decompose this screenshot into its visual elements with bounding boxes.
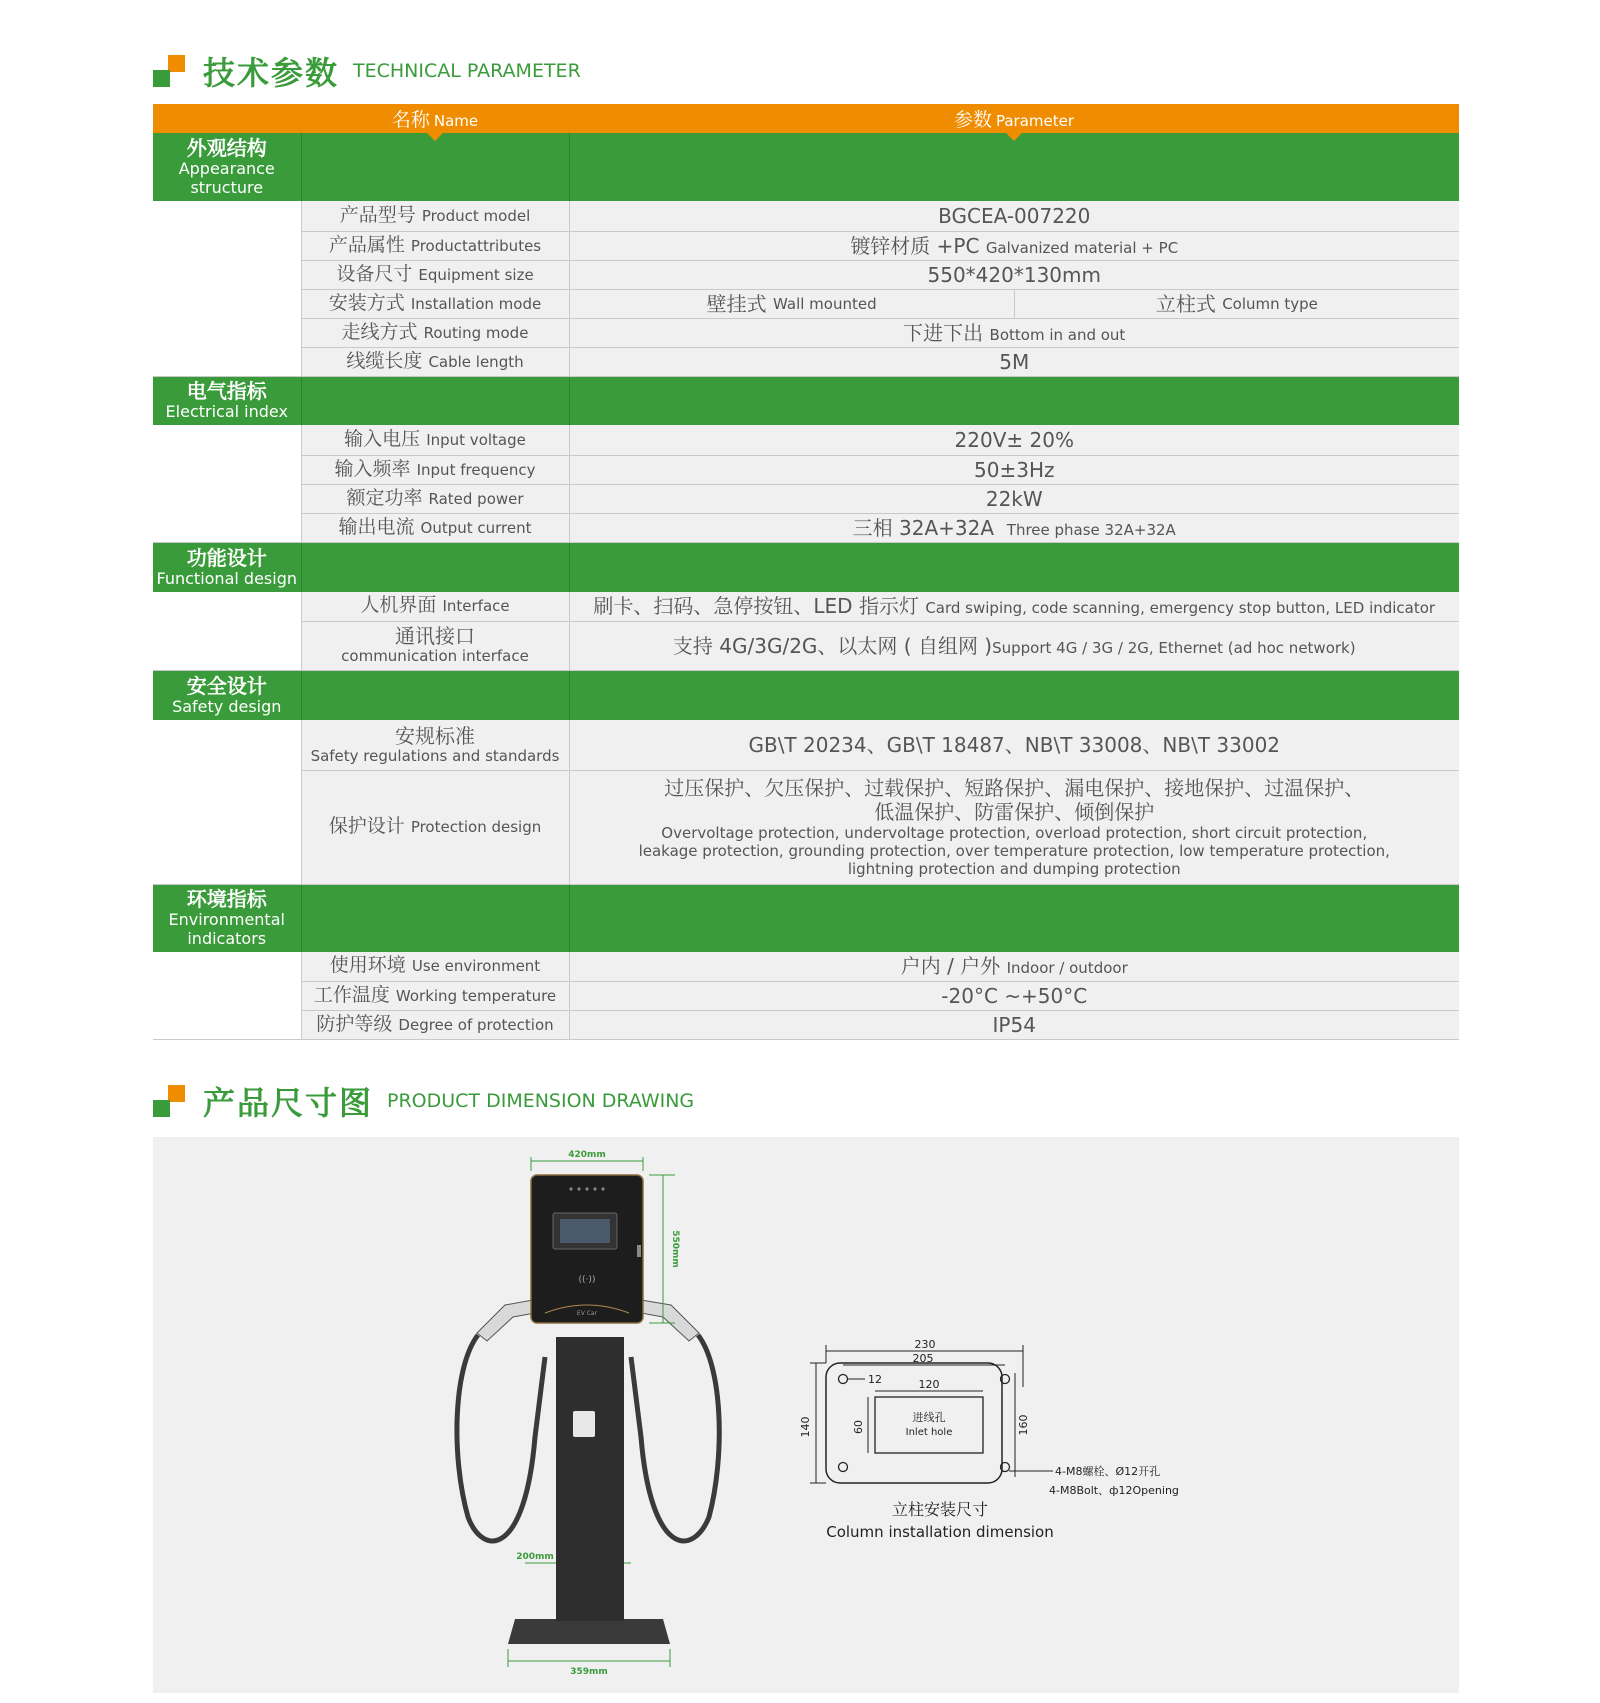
name-zh: 走线方式: [341, 320, 418, 343]
table-row-environment: [153, 952, 1459, 981]
row-value: 220V± 20%: [569, 425, 1459, 455]
charger-column: [556, 1337, 624, 1621]
installation-plan-drawing: [799, 1338, 1179, 1541]
row-value: [569, 770, 1459, 884]
name-zh: 防护等级: [316, 1012, 393, 1035]
dim-230: 230: [914, 1338, 936, 1351]
table-row-power: [153, 484, 1459, 513]
dim-205: 205: [912, 1352, 934, 1365]
blank-cell: [153, 592, 301, 670]
row-value: [569, 621, 1459, 670]
dim-160: 160: [1017, 1414, 1030, 1436]
brand-square-icon: [153, 55, 185, 87]
value-en: leakage protection, grounding protection, over temperature protection, low temperature protection,: [638, 842, 1390, 860]
category-zh: 外观结构: [186, 136, 267, 161]
row-name: [301, 484, 569, 513]
name-zh: 输出电流: [338, 515, 415, 538]
name-zh: 输入频率: [334, 457, 411, 480]
name-zh: 保护设计: [328, 815, 405, 838]
value-en: Column type: [1222, 294, 1318, 313]
bolt-label-en: 4-M8Bolt、ф12Opening: [1049, 1484, 1179, 1497]
tech-title-zh: 技术参数: [203, 54, 340, 92]
row-name: [301, 770, 569, 884]
value-en: lightning protection and dumping protection: [847, 860, 1181, 878]
value-en: Overvoltage protection, undervoltage protection, overload protection, short circuit protection,: [661, 824, 1368, 842]
dim-12: 12: [868, 1373, 882, 1386]
name-en: Protection design: [410, 818, 542, 837]
row-value: [569, 592, 1459, 621]
name-en: Cable length: [428, 352, 524, 371]
category-en: Electrical index: [165, 402, 288, 422]
value-zh: 镀锌材质 +PC: [850, 233, 980, 258]
blank-cell: [153, 720, 301, 884]
column-label: 200mm: [516, 1552, 554, 1562]
spec-table: [153, 104, 1459, 1040]
name-en: Product model: [421, 206, 531, 225]
row-name: [301, 455, 569, 484]
name-zh: 线缆长度: [346, 349, 423, 372]
value-zh: 户内 / 户外: [900, 954, 1001, 979]
category-en: Functional design: [156, 568, 297, 588]
name-zh: 安规标准: [395, 723, 475, 748]
charger-base: [508, 1619, 670, 1644]
name-zh: 产品型号: [339, 203, 416, 226]
value-zh: 立柱式: [1155, 291, 1216, 316]
row-name: [301, 981, 569, 1010]
category-label: [153, 670, 301, 720]
category-row-appearance: [153, 133, 1459, 201]
table-row-routing: [153, 318, 1459, 347]
header-param-en: Parameter: [995, 112, 1075, 130]
name-en: Interface: [442, 597, 510, 616]
table-row-install: [153, 289, 1459, 318]
dimension-title-zh: 产品尺寸图: [203, 1084, 374, 1122]
row-name: [301, 621, 569, 670]
category-fill: [569, 542, 1459, 592]
category-zh: 电气指标: [186, 379, 267, 404]
header-param-zh: 参数: [953, 109, 992, 131]
category-fill: [301, 884, 569, 952]
name-zh: 通讯接口: [395, 624, 475, 649]
value-en: Indoor / outdoor: [1006, 959, 1128, 978]
name-en: Input frequency: [416, 460, 536, 479]
screen-display: [560, 1219, 610, 1243]
dimension-section-heading: [153, 1078, 694, 1124]
table-row-cable: [153, 347, 1459, 376]
led-indicator-icon: [601, 1187, 604, 1190]
rfid-icon: ((·)): [578, 1275, 596, 1285]
dim-140: 140: [799, 1416, 812, 1438]
value-zh: 下进下出: [903, 320, 984, 345]
name-en: Equipment size: [418, 265, 534, 284]
category-row-functional: [153, 542, 1459, 592]
row-name: [301, 720, 569, 770]
dim-60: 60: [852, 1420, 865, 1434]
category-fill: [301, 542, 569, 592]
table-row-standards: [153, 720, 1459, 770]
name-zh: 产品属性: [328, 233, 405, 256]
name-en: Routing mode: [423, 323, 529, 342]
row-name: [301, 1010, 569, 1039]
name-zh: 设备尺寸: [336, 262, 413, 285]
led-indicator-icon: [585, 1187, 588, 1190]
blank-cell: [153, 201, 301, 376]
table-row-protection: [153, 770, 1459, 884]
row-name: [301, 592, 569, 621]
inlet-hole-en: Inlet hole: [905, 1427, 953, 1438]
value-zh: 三相 32A+32A: [852, 515, 995, 540]
row-name: [301, 289, 569, 318]
table-row-temperature: [153, 981, 1459, 1010]
plan-caption-en: Column installation dimension: [826, 1523, 1054, 1541]
value-en: Three phase 32A+32A: [1006, 520, 1176, 539]
name-zh: 人机界面: [360, 594, 437, 617]
row-value: [569, 318, 1459, 347]
value-zh: 刷卡、扫码、急停按钮、LED 指示灯: [593, 594, 919, 619]
name-zh: 输入电压: [344, 427, 421, 450]
table-row-frequency: [153, 455, 1459, 484]
name-en: Safety regulations and standards: [310, 746, 560, 765]
header-param-cell: [569, 104, 1459, 133]
header-name-en: Name: [433, 112, 479, 130]
value-zh: 低温保护、防雷保护、倾倒保护: [874, 800, 1155, 824]
bolt-label-zh: 4-M8螺栓、Ø12开孔: [1055, 1465, 1161, 1478]
category-label: [153, 376, 301, 425]
row-name: [301, 513, 569, 542]
row-value: [569, 289, 1459, 318]
blank-cell: [153, 425, 301, 542]
category-zh: 环境指标: [186, 887, 267, 912]
install-option-column: [1015, 290, 1459, 318]
value-en: Wall mounted: [773, 294, 877, 313]
height-label: 550mm: [670, 1230, 680, 1268]
value-en: Bottom in and out: [989, 325, 1126, 344]
led-indicator-icon: [593, 1187, 596, 1190]
row-name: [301, 347, 569, 376]
table-row-attributes: [153, 231, 1459, 260]
dimension-drawing-svg: [153, 1137, 1459, 1693]
category-en: Appearance: [178, 159, 275, 179]
category-en: Environmental: [168, 910, 285, 930]
value-en: Support 4G / 3G / 2G, Ethernet (ad hoc network): [992, 638, 1356, 657]
right-cable: [631, 1335, 719, 1541]
bolt-hole-icon: [839, 1463, 848, 1472]
row-value: 50±3Hz: [569, 455, 1459, 484]
category-en: structure: [190, 177, 264, 197]
row-value: IP54: [569, 1010, 1459, 1039]
value-zh: 壁挂式: [706, 291, 767, 316]
category-fill: [301, 376, 569, 425]
row-name: [301, 231, 569, 260]
category-fill: [301, 670, 569, 720]
header-arrow-icon: [427, 133, 443, 141]
row-value: GB\T 20234、GB\T 18487、NB\T 33008、NB\T 33002: [569, 720, 1459, 770]
name-en: Installation mode: [410, 294, 542, 313]
name-en: Use environment: [411, 957, 541, 976]
category-zh: 安全设计: [186, 673, 267, 698]
category-en: indicators: [187, 928, 267, 948]
column-socket-icon: [573, 1411, 595, 1437]
name-en: Rated power: [428, 489, 524, 508]
row-name: [301, 318, 569, 347]
category-label: [153, 884, 301, 952]
row-value: BGCEA-007220: [569, 201, 1459, 231]
value-zh: 过压保护、欠压保护、过载保护、短路保护、漏电保护、接地保护、过温保护、: [664, 776, 1365, 800]
dim-120: 120: [918, 1378, 940, 1391]
value-en: Card swiping, code scanning, emergency stop button, LED indicator: [925, 599, 1436, 618]
category-fill: [569, 376, 1459, 425]
table-row-interface: [153, 592, 1459, 621]
row-value: [569, 231, 1459, 260]
bolt-hole-icon: [839, 1375, 848, 1384]
row-name: [301, 425, 569, 455]
table-row-comm: [153, 621, 1459, 670]
name-en: Degree of protection: [398, 1015, 554, 1034]
row-value: [569, 952, 1459, 981]
name-zh: 安装方式: [328, 291, 405, 314]
side-button-icon: [637, 1245, 641, 1257]
category-fill: [301, 133, 569, 201]
name-en: Working temperature: [395, 986, 557, 1005]
led-indicator-icon: [569, 1187, 572, 1190]
name-zh: 额定功率: [346, 486, 423, 509]
width-label: 420mm: [568, 1150, 606, 1160]
brand-square-icon: [153, 1085, 185, 1117]
tech-section-heading: [153, 48, 581, 94]
value-zh: 支持 4G/3G/2G、以太网 ( 自组网 ): [672, 633, 993, 658]
category-fill: [569, 133, 1459, 201]
category-row-safety: [153, 670, 1459, 720]
category-row-environmental: [153, 884, 1459, 952]
name-en: Output current: [420, 518, 532, 537]
blank-cell: [153, 952, 301, 1039]
row-name: [301, 260, 569, 289]
category-label: [153, 542, 301, 592]
left-plug-icon: [477, 1300, 535, 1341]
row-value: 550*420*130mm: [569, 260, 1459, 289]
row-value: -20°C ~+50°C: [569, 981, 1459, 1010]
category-zh: 功能设计: [186, 545, 267, 570]
name-en: communication interface: [341, 647, 529, 666]
row-value: [569, 513, 1459, 542]
header-name-cell: [153, 104, 569, 133]
value-en: Galvanized material + PC: [985, 238, 1179, 257]
row-value: 5M: [569, 347, 1459, 376]
category-fill: [569, 884, 1459, 952]
table-row-model: [153, 201, 1459, 231]
led-indicator-icon: [577, 1187, 580, 1190]
header-name-zh: 名称: [391, 109, 430, 131]
base-label: 359mm: [570, 1667, 608, 1677]
name-zh: 使用环境: [329, 954, 406, 977]
table-row-size: [153, 260, 1459, 289]
inlet-hole-outline: [875, 1397, 983, 1453]
table-header: [153, 104, 1459, 133]
table-row-degree: [153, 1010, 1459, 1039]
category-fill: [569, 670, 1459, 720]
table-row-voltage: [153, 425, 1459, 455]
screen-brand-text: EV Car: [576, 1310, 598, 1317]
row-name: [301, 201, 569, 231]
table-row-current: [153, 513, 1459, 542]
right-plug-icon: [641, 1300, 699, 1341]
tech-title-en: TECHNICAL PARAMETER: [353, 60, 581, 82]
dimension-drawing-panel: [153, 1137, 1459, 1693]
charger-illustration: [457, 1150, 719, 1677]
name-zh: 工作温度: [313, 983, 390, 1006]
inlet-hole-zh: 进线孔: [912, 1411, 946, 1424]
category-en: Safety design: [172, 696, 282, 716]
row-name: [301, 952, 569, 981]
row-value: 22kW: [569, 484, 1459, 513]
header-arrow-icon: [1006, 133, 1022, 141]
name-en: Input voltage: [426, 430, 526, 449]
plan-caption-zh: 立柱安装尺寸: [891, 1500, 989, 1519]
category-row-electrical: [153, 376, 1459, 425]
dimension-title-en: PRODUCT DIMENSION DRAWING: [387, 1090, 695, 1112]
left-cable: [457, 1335, 545, 1541]
name-en: Productattributes: [410, 236, 542, 255]
category-label: [153, 133, 301, 201]
install-option-wall: [570, 290, 1015, 318]
